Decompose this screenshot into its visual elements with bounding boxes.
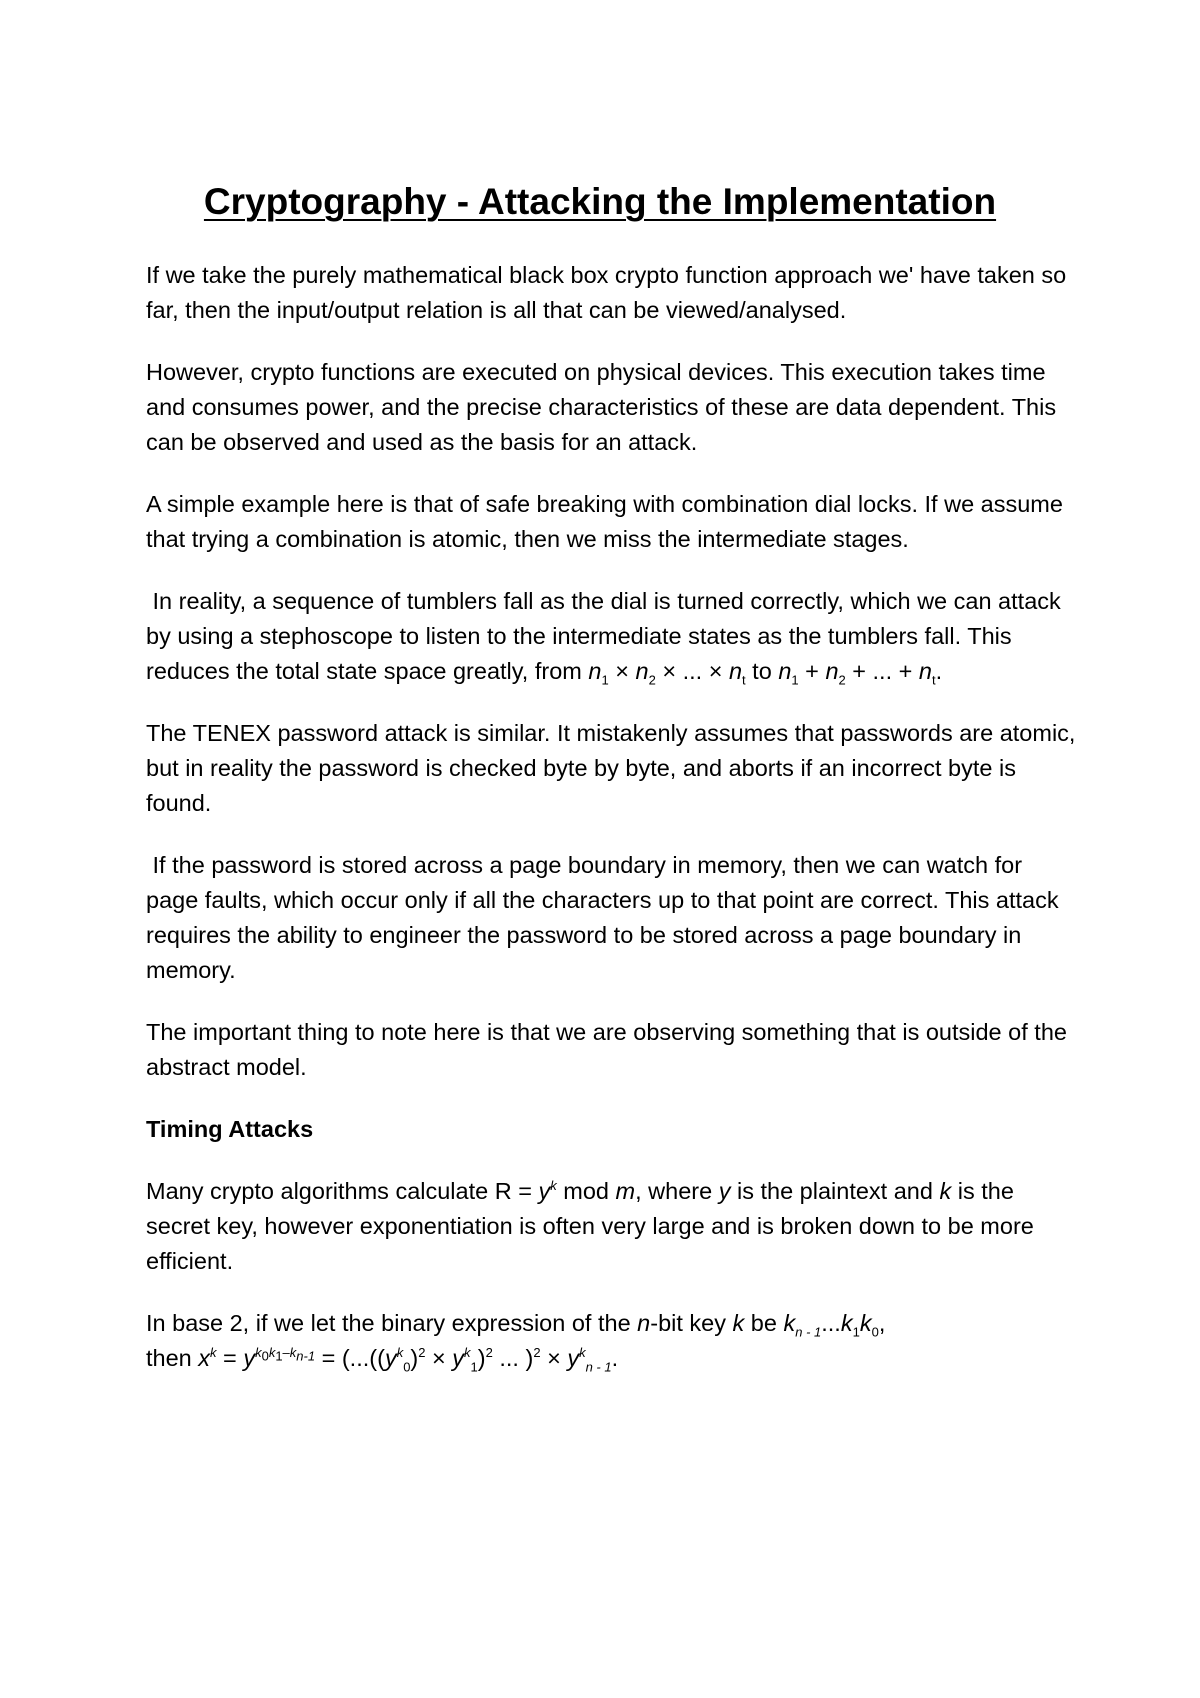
bin-text: -bit key (650, 1310, 733, 1336)
bin-times: × (540, 1345, 568, 1371)
sup-2: 2 (533, 1345, 541, 1361)
var-y: y (538, 1178, 551, 1204)
var-k: k (939, 1178, 952, 1204)
var-y: y (452, 1345, 465, 1371)
sup-k: k (396, 1345, 404, 1361)
var-m: m (615, 1178, 636, 1204)
sub-n-minus-1: n - 1 (795, 1324, 822, 1340)
formula-ellipsis: + ... + (845, 658, 919, 684)
sup-k: k (210, 1345, 217, 1361)
var-k: k (732, 1310, 745, 1336)
formula-ellipsis: × ... × (655, 658, 729, 684)
var-k: k (783, 1310, 796, 1336)
formula-sub-1: 1 (791, 672, 799, 688)
exp-text: is the plaintext and (730, 1178, 940, 1204)
formula-n: n (918, 658, 932, 684)
bin-comma: , (878, 1310, 886, 1336)
var-x: x (198, 1345, 211, 1371)
var-y: y (243, 1345, 256, 1371)
paragraph-exponentiation (146, 1174, 1076, 1279)
var-k-sup: k (550, 1178, 557, 1194)
sup-2: 2 (418, 1345, 426, 1361)
bin-end: . (611, 1345, 619, 1371)
document-title: Cryptography - Attacking the Implementation (203, 181, 997, 222)
formula-sub-1: 1 (601, 672, 609, 688)
sup-k: k (464, 1345, 471, 1361)
paragraph-page-boundary (146, 848, 1076, 988)
paragraph-tumblers (146, 584, 1076, 689)
formula-n: n (825, 658, 839, 684)
paragraph-safe-breaking: A simple example here is that of safe breaking with combination dial locks. If we assume that trying a combination is atomic, then we miss the intermediate stages. (146, 491, 1063, 552)
var-y: y (567, 1345, 580, 1371)
bin-dash: – (282, 1345, 290, 1361)
sub-1: 1 (275, 1348, 283, 1364)
sub-1: 1 (852, 1324, 860, 1340)
formula-sub-2: 2 (838, 672, 846, 688)
sup-k: k (289, 1345, 297, 1361)
bin-close: ) (410, 1345, 419, 1371)
formula-to: to (745, 658, 779, 684)
var-y: y (718, 1178, 731, 1204)
document-body (146, 258, 1076, 1403)
formula-n: n (588, 658, 602, 684)
paragraph-tenex: The TENEX password attack is similar. It mistakenly assumes that passwords are atomic, but in reality the password is checked byte by byte, and aborts if an incorrect byte is found. (146, 720, 1076, 816)
bin-text: be (744, 1310, 784, 1336)
sub-0: 0 (403, 1359, 411, 1375)
sub-0: 0 (871, 1324, 879, 1340)
bin-then: then (146, 1345, 199, 1371)
var-k: k (840, 1310, 853, 1336)
page-boundary-text: If the password is stored across a page boundary in memory, then we can watch for page faults, which occur only if all the characters up to that point are correct. This attack requires the ability to engineer the password to be stored across a page boundary in memory. (146, 852, 1059, 983)
paragraph-binary-expansion (146, 1306, 1076, 1376)
sup-k: k (255, 1345, 262, 1361)
sub-n-minus-1: n - 1 (585, 1359, 612, 1375)
bin-close: ) (477, 1345, 486, 1371)
var-k: k (859, 1310, 872, 1336)
sub-0: 0 (261, 1348, 269, 1364)
paragraph-physical-devices: However, crypto functions are executed on physical devices. This execution takes time and consumes power, and the precise characteristics of these are data dependent. This can be observed and used as the basis for an attack. (146, 359, 1057, 455)
sup-2: 2 (485, 1345, 493, 1361)
exp-text: is the secret key, however exponentiation is often very large and is broken down to be more efficient. (146, 1178, 1034, 1274)
formula-plus: + (798, 658, 826, 684)
bin-eq2: = (...(( (315, 1345, 385, 1371)
heading-timing-attacks: Timing Attacks (146, 1116, 314, 1142)
formula-sub-t: t (742, 672, 746, 688)
exp-text: mod (556, 1178, 616, 1204)
bin-times: × (425, 1345, 453, 1371)
paragraph-black-box: If we take the purely mathematical black box crypto function approach we' have taken so far, then the input/output relation is all that can be viewed/analysed. (146, 262, 1067, 323)
sup-k: k (579, 1345, 586, 1361)
bin-ellipsis: ... ) (492, 1345, 534, 1371)
var-n: n (637, 1310, 651, 1336)
sup-k: k (268, 1345, 276, 1361)
sub-n-1: n-1 (296, 1348, 316, 1364)
var-y: y (384, 1345, 397, 1371)
formula-sub-t: t (931, 672, 936, 688)
formula-sub-2: 2 (648, 672, 656, 688)
formula-n: n (728, 658, 743, 684)
bin-eq: = (216, 1345, 244, 1371)
exp-text: Many crypto algorithms calculate R = (146, 1178, 539, 1204)
bin-dots: ... (821, 1310, 841, 1336)
paragraph-abstract-model: The important thing to note here is that we are observing something that is outside of the abstract model. (146, 1019, 1067, 1080)
formula-end: . (935, 658, 943, 684)
formula-times: × (608, 658, 636, 684)
bin-text: In base 2, if we let the binary expression of the (146, 1310, 638, 1336)
formula-n: n (778, 658, 792, 684)
exp-text: , where (635, 1178, 719, 1204)
tumblers-text: In reality, a sequence of tumblers fall as the dial is turned correctly, which we can attack by using a stephoscope to listen to the intermediate states as the tumblers fall. This reduces the total state space greatly, from (146, 588, 1061, 684)
sub-1: 1 (470, 1359, 478, 1375)
formula-n: n (635, 658, 649, 684)
